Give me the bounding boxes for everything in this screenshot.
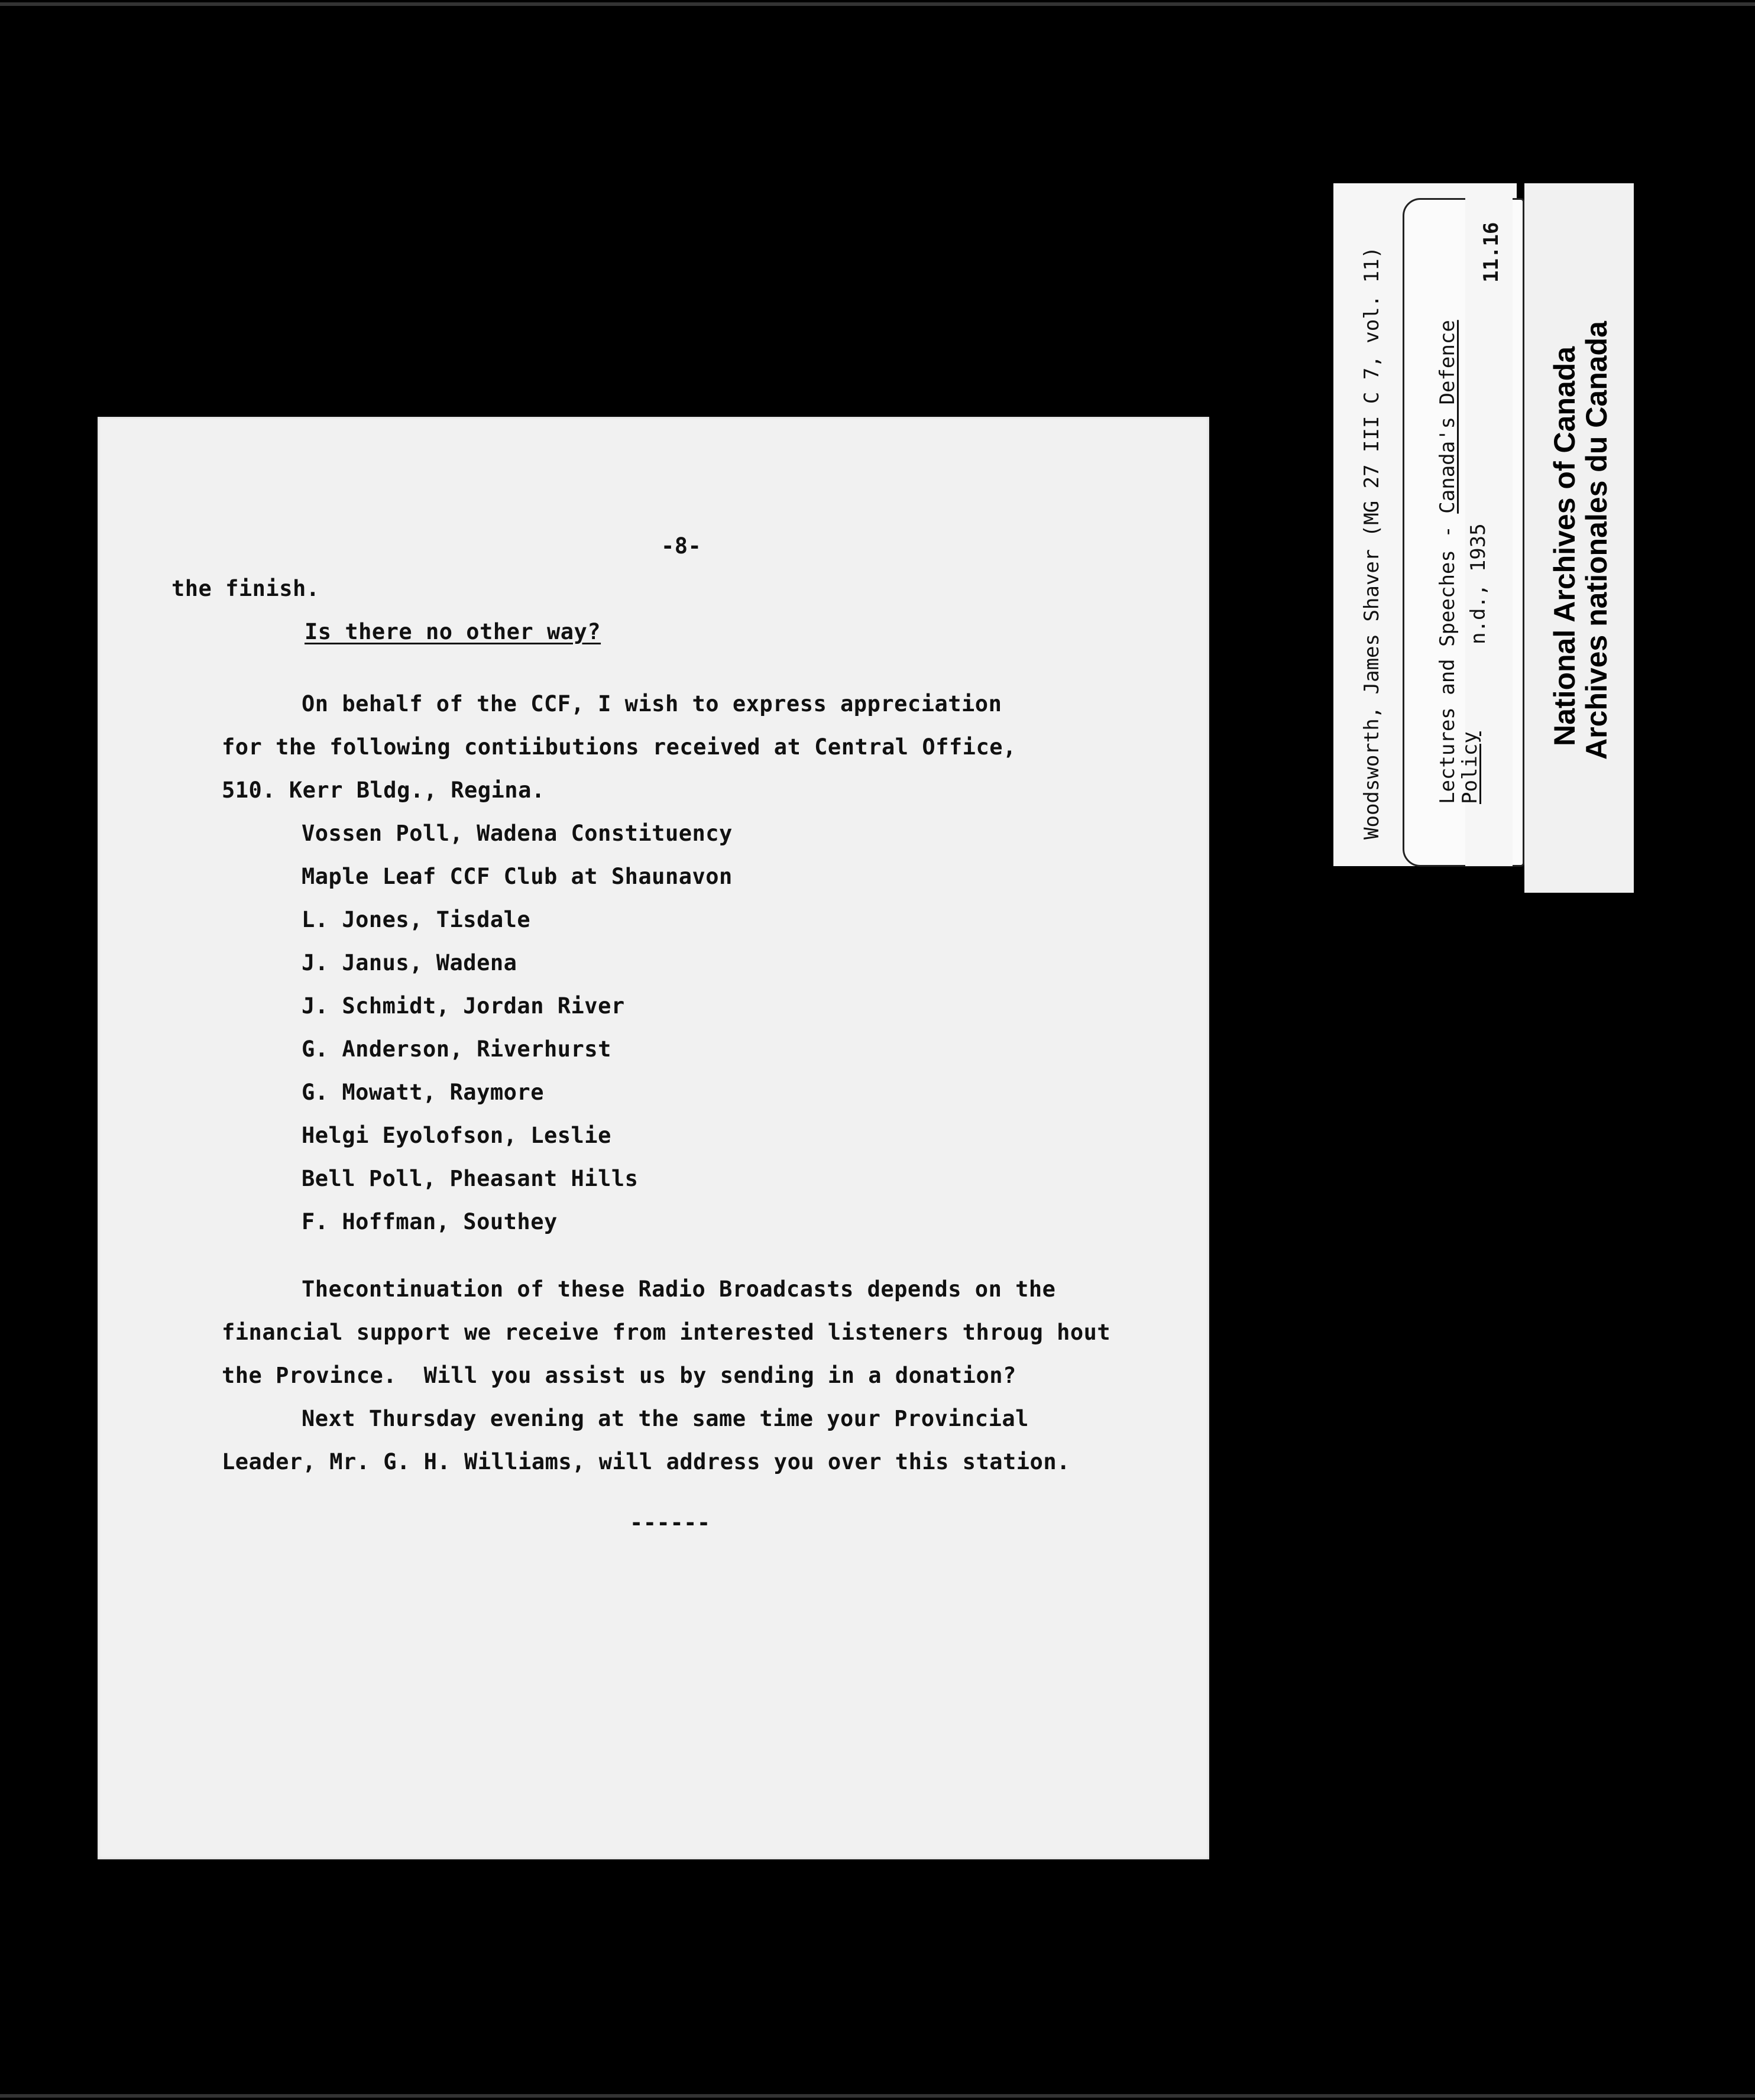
contributor-item: J. Schmidt, Jordan River	[302, 993, 625, 1019]
contributor-item: Helgi Eyolofson, Leslie	[302, 1123, 611, 1148]
page-number: -8-	[661, 533, 702, 559]
end-rule: ------	[630, 1510, 711, 1535]
document-page	[98, 417, 1209, 1859]
contributor-item: Bell Poll, Pheasant Hills	[302, 1166, 639, 1191]
contributor-item: L. Jones, Tisdale	[302, 907, 531, 932]
text-line: financial support we receive from interested listeners throug hout	[222, 1320, 1111, 1345]
series-title	[1436, 320, 1459, 804]
contributor-item: Vossen Poll, Wadena Constituency	[302, 821, 733, 846]
series-title-a: Lectures and Speeches -	[1436, 513, 1459, 804]
contributor-item: F. Hoffman, Southey	[302, 1209, 558, 1234]
text-line: Next Thursday evening at the same time your Provincial	[302, 1406, 1029, 1431]
text-line: Thecontinuation of these Radio Broadcasts depends on the	[302, 1276, 1056, 1302]
contributor-item: Maple Leaf CCF Club at Shaunavon	[302, 864, 733, 889]
series-title-c: Policy	[1458, 731, 1482, 804]
text-line: the finish.	[171, 576, 320, 601]
contributor-item: G. Anderson, Riverhurst	[302, 1036, 611, 1062]
creator-reference: Woodsworth, James Shaver (MG 27 III C 7, vol. 11)	[1360, 246, 1384, 840]
series-title-b: Canada's Defence	[1436, 320, 1459, 514]
section-heading: Is there no other way?	[305, 619, 601, 644]
archive-name-en: National Archives of Canada	[1548, 346, 1581, 746]
text-line: Leader, Mr. G. H. Williams, will address you over this station.	[222, 1449, 1070, 1474]
contributor-item: G. Mowatt, Raymore	[302, 1080, 544, 1105]
series-date: n.d., 1935	[1466, 523, 1490, 644]
text-line: for the following contiibutions received at Central Office,	[222, 734, 1016, 760]
contributor-item: J. Janus, Wadena	[302, 950, 517, 976]
item-number: 11.16	[1479, 222, 1503, 283]
film-edge-bottom	[0, 2094, 1755, 2098]
text-line: On behalf of the CCF, I wish to express appreciation	[302, 691, 1002, 717]
text-line: 510. Kerr Bldg., Regina.	[222, 777, 545, 803]
text-line: the Province. Will you assist us by sending in a donation?	[222, 1363, 1016, 1388]
archive-name-fr: Archives nationales du Canada	[1580, 321, 1613, 760]
film-edge-top	[0, 2, 1755, 6]
